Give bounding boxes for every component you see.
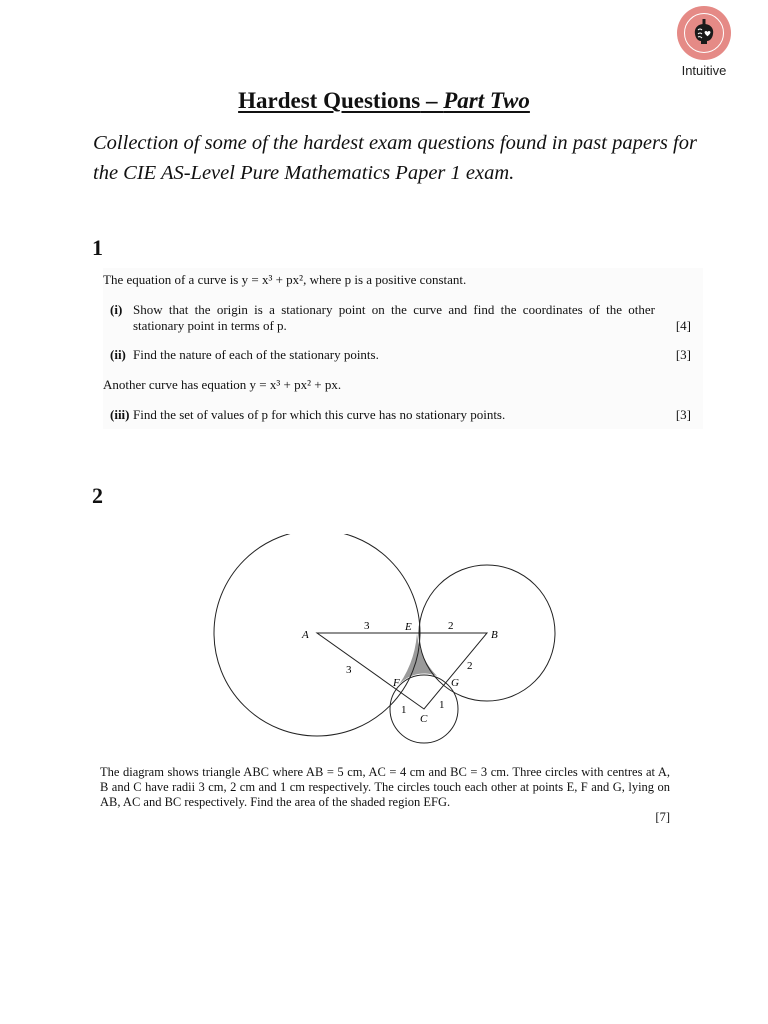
label-f: F [393, 677, 400, 689]
triangle-circles-diagram [200, 534, 570, 748]
circle-a [214, 534, 420, 736]
page-title [0, 88, 768, 114]
question-1-body [103, 268, 703, 429]
label-e: E [405, 621, 412, 633]
question-1-number: 1 [92, 235, 103, 260]
triangle-abc [317, 633, 487, 709]
part-text: Find the nature of each of the stationary points. [133, 347, 379, 362]
logo-wordmark: Intuitive [681, 63, 727, 78]
question-1-part-ii [103, 347, 703, 363]
question-1-part-i [103, 302, 703, 334]
page-subtitle: Collection of some of the hardest exam questions found in past papers for the CIE AS-Level Pure Mathematics Paper 1 exam. [93, 132, 697, 184]
title-part: Part Two [443, 88, 530, 113]
part-marks: [3] [675, 347, 691, 362]
question-1-intro: The equation of a curve is y = x³ + px², where p is a positive constant. [103, 272, 467, 287]
label-b: B [491, 629, 498, 641]
brain-lightbulb-icon [690, 19, 718, 47]
part-text: Show that the origin is a stationary point on the curve and find the coordinates of the other stationary point in terms of p. [133, 302, 655, 333]
label-g: G [451, 677, 459, 689]
part-label: (iii) [110, 407, 130, 422]
part-label: (ii) [110, 347, 126, 362]
length-af: 3 [346, 664, 352, 676]
length-eb: 2 [448, 620, 454, 632]
logo-ring [677, 6, 731, 60]
part-text: Find the set of values of p for which this curve has no stationary points. [133, 407, 506, 422]
label-c: C [420, 713, 428, 725]
intuitive-logo [672, 6, 736, 78]
part-marks: [3] [675, 407, 691, 422]
question-2-body [100, 765, 670, 825]
title-dash: – [420, 88, 444, 113]
question-2-marks: [7] [655, 810, 670, 824]
length-fc: 1 [401, 704, 407, 716]
part-marks: [4] [675, 318, 691, 333]
length-ae: 3 [364, 620, 370, 632]
title-main: Hardest Questions [238, 88, 421, 113]
question-2-number: 2 [92, 483, 103, 508]
question-1-part-iii [103, 407, 703, 423]
length-bg: 2 [467, 660, 473, 672]
part-label: (i) [110, 302, 123, 317]
label-a: A [302, 629, 309, 641]
length-gc: 1 [439, 699, 445, 711]
question-2-text: The diagram shows triangle ABC where AB = 5 cm, AC = 4 cm and BC = 3 cm. Three circles with centres at A, B and C have radii 3 cm, 2 cm and 1 cm respectively. The circles touch each other at points E, F and G, lying on AB, AC and BC respectively. Find the area of the shaded region EFG. [100, 765, 670, 809]
question-1-middle: Another curve has equation y = x³ + px² + px. [103, 377, 342, 392]
